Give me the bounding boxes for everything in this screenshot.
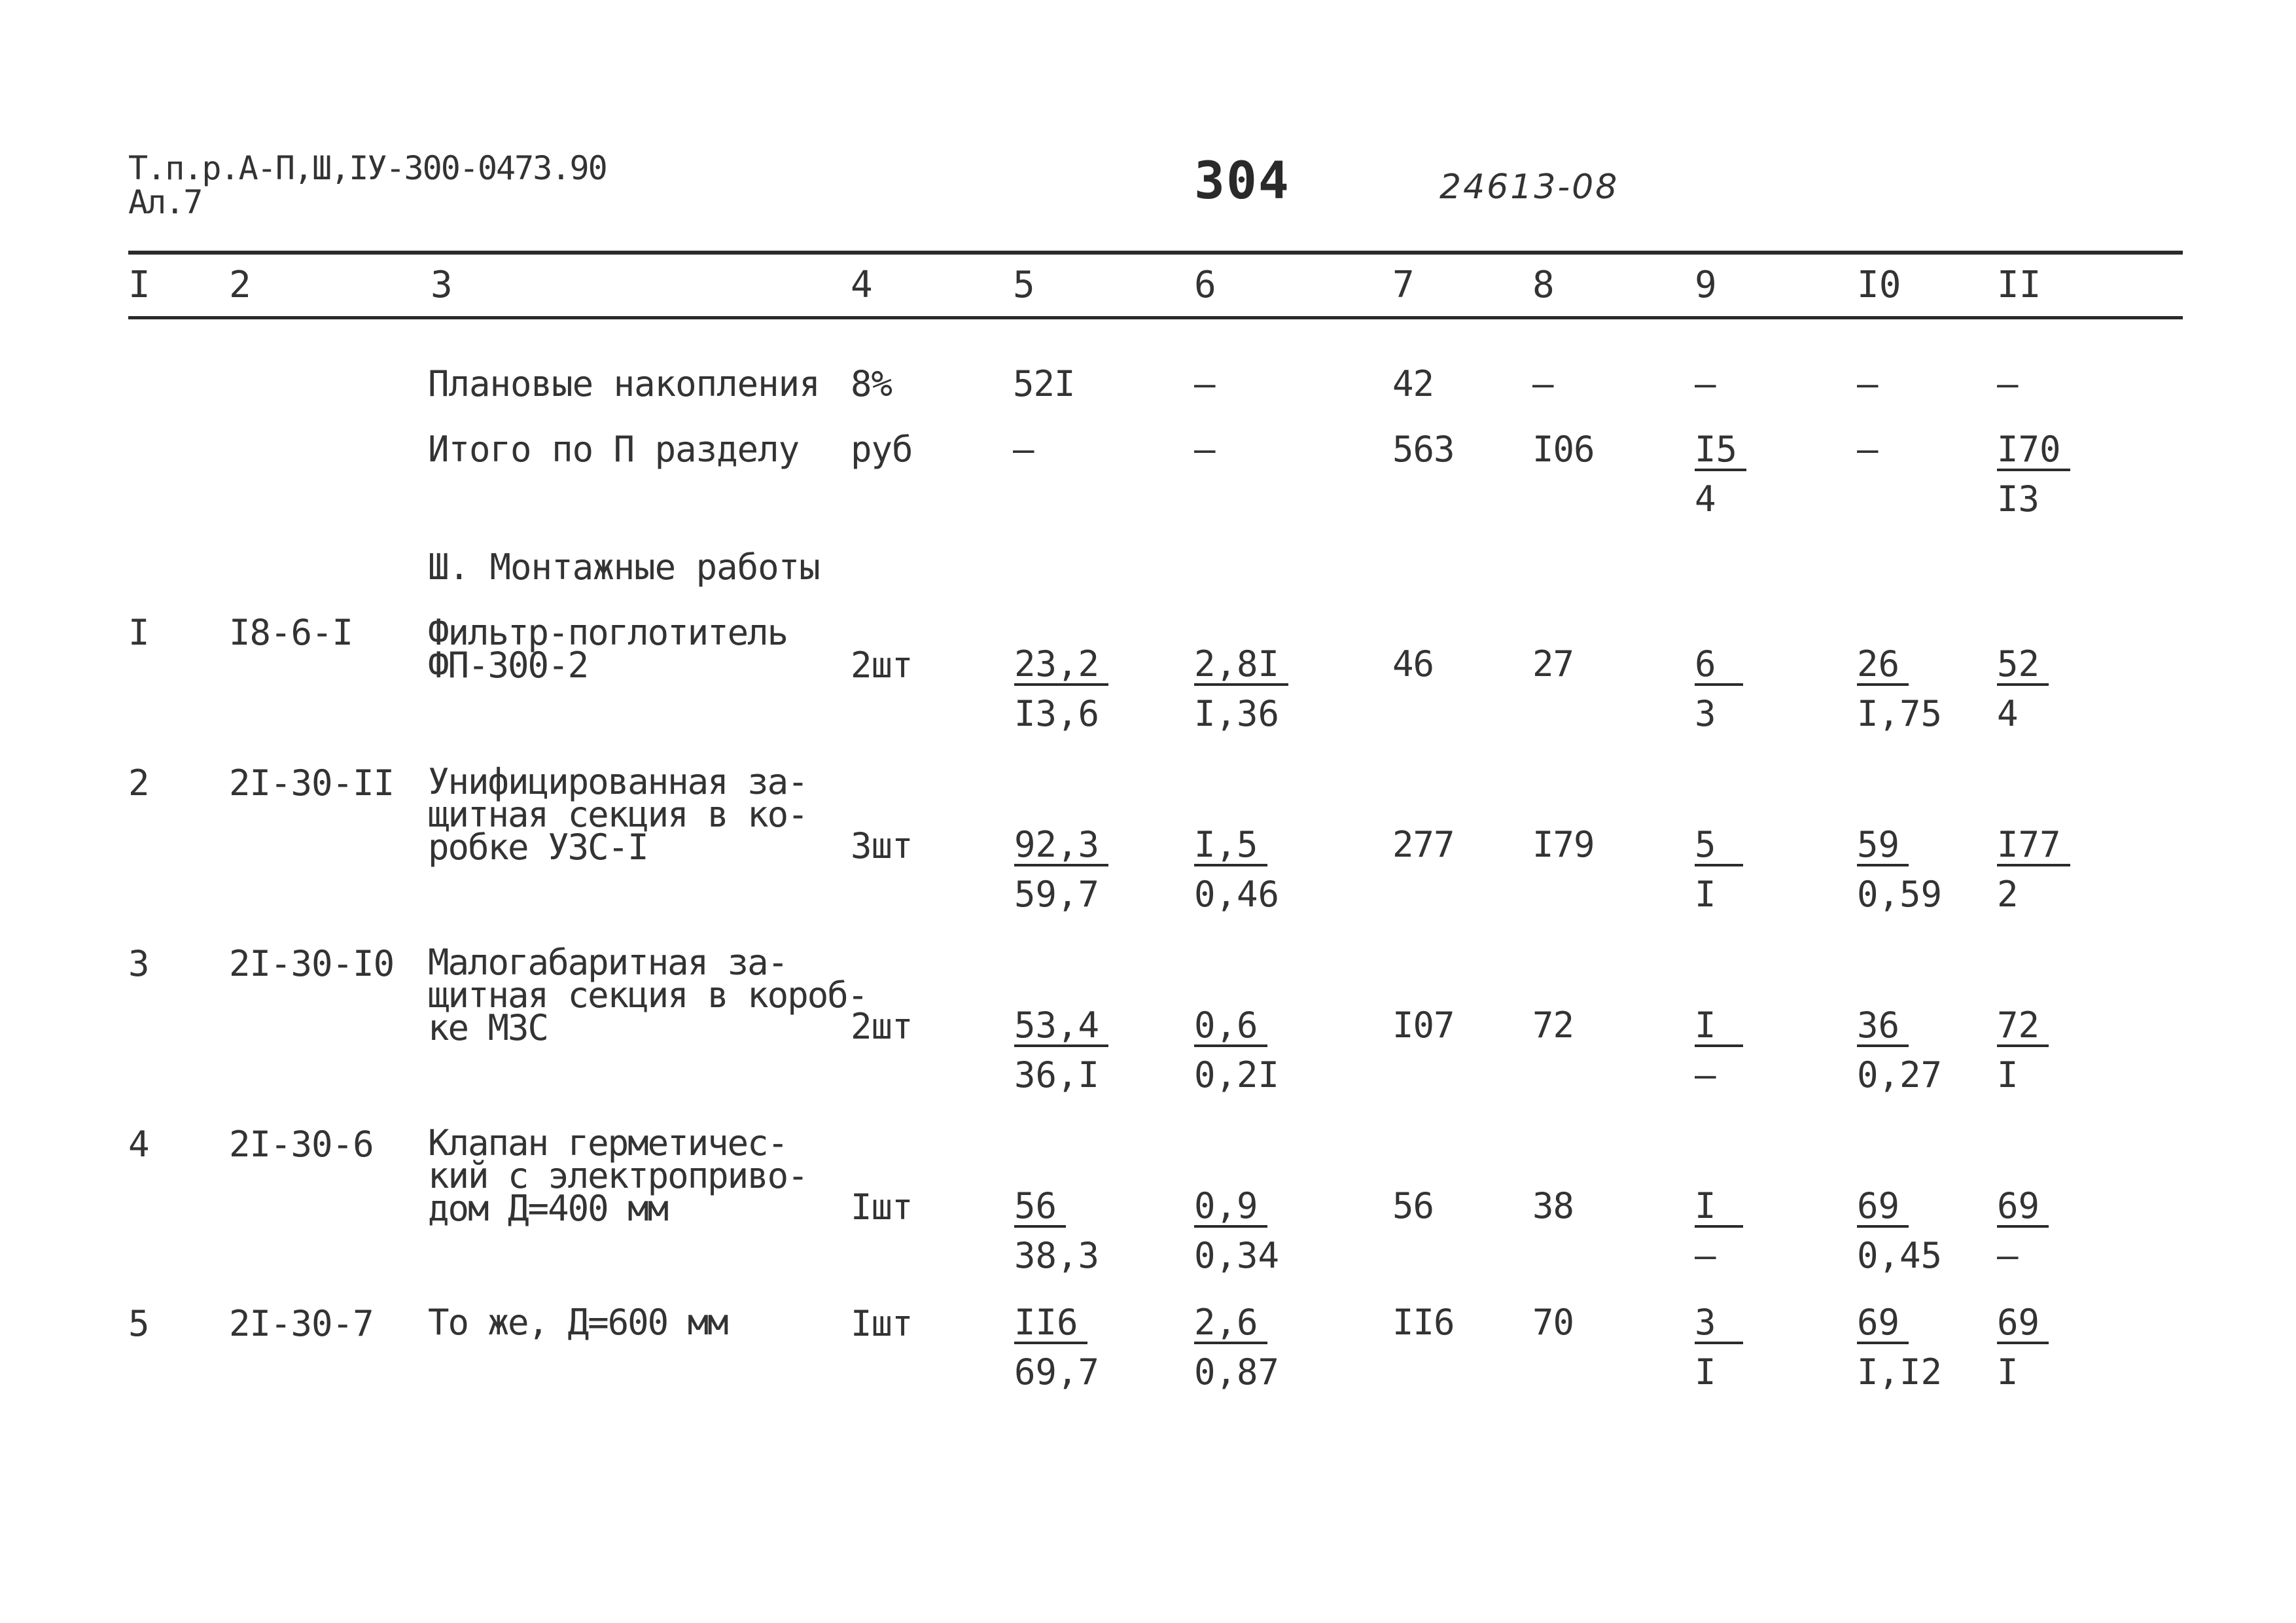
- fraction-numerator: 6: [1695, 647, 1743, 686]
- column-number: 8: [1532, 264, 1555, 306]
- row-name: Плановые накопления: [428, 363, 820, 404]
- column-number: 6: [1194, 264, 1216, 306]
- cell-col7: 277: [1392, 824, 1455, 865]
- album-label: Ал.7: [128, 183, 202, 221]
- fraction-col6: [1194, 643, 1288, 734]
- row-unit: 3шт: [851, 825, 913, 866]
- cell-col7: 46: [1392, 643, 1434, 685]
- cell-col5: –: [1013, 429, 1034, 470]
- description-line: щитная секция в короб-: [428, 974, 868, 1016]
- fraction-numerator: 92,3: [1014, 827, 1108, 866]
- fraction-numerator: I70: [1997, 432, 2070, 471]
- column-number: 5: [1013, 264, 1035, 306]
- fraction-col5: [1014, 1005, 1108, 1096]
- column-number: 2: [229, 264, 251, 306]
- fraction-denominator: I3: [1997, 478, 2040, 520]
- fraction-numerator: 56: [1014, 1188, 1066, 1228]
- row-number: 4: [128, 1124, 149, 1165]
- cell-col11: –: [1997, 363, 2018, 404]
- row-number: 2: [128, 762, 149, 804]
- row-description: [428, 761, 807, 868]
- fraction-numerator: 53,4: [1014, 1008, 1108, 1047]
- fraction-col11: [1997, 429, 2070, 520]
- fraction-col10: [1857, 824, 1943, 915]
- cell-col8: 72: [1532, 1005, 1574, 1046]
- table-top-rule: [128, 251, 2183, 255]
- description-line: дом Д=400 мм: [428, 1188, 668, 1229]
- fraction-numerator: 36: [1857, 1008, 1909, 1047]
- fraction-denominator: 0,27: [1857, 1054, 1943, 1096]
- fraction-col9: [1695, 1005, 1743, 1096]
- row-code: 2I-30-I0: [229, 943, 395, 984]
- row-number: I: [128, 612, 149, 653]
- row-code: 2I-30-6: [229, 1124, 374, 1165]
- fraction-numerator: 0,6: [1194, 1008, 1267, 1047]
- row-unit: Iшт: [851, 1186, 913, 1228]
- cell-col8: I79: [1532, 824, 1595, 865]
- cell-col8: 38: [1532, 1185, 1574, 1226]
- fraction-col11: [1997, 1302, 2049, 1393]
- fraction-col5: [1014, 643, 1108, 734]
- description-line: кий с электроприво-: [428, 1155, 807, 1196]
- fraction-numerator: I: [1695, 1188, 1743, 1228]
- row-code: 2I-30-II: [229, 762, 395, 804]
- description-line: робке УЗС-I: [428, 827, 648, 868]
- cell-col8: I06: [1532, 429, 1595, 470]
- fraction-col9: [1695, 429, 1746, 520]
- fraction-numerator: 0,9: [1194, 1188, 1267, 1228]
- fraction-denominator: 69,7: [1014, 1351, 1100, 1393]
- column-number: 7: [1392, 264, 1415, 306]
- row-description: [428, 1302, 728, 1343]
- row-code: I8-6-I: [229, 612, 353, 653]
- row-description: [428, 942, 868, 1048]
- section-title: Ш. Монтажные работы: [428, 546, 820, 588]
- fraction-col10: [1857, 643, 1943, 734]
- fraction-denominator: 0,46: [1194, 874, 1280, 915]
- fraction-col6: [1194, 1005, 1280, 1096]
- fraction-numerator: I,5: [1194, 827, 1267, 866]
- fraction-denominator: I: [1695, 1351, 1716, 1393]
- fraction-denominator: 59,7: [1014, 874, 1100, 915]
- column-number: I0: [1857, 264, 1901, 306]
- fraction-col6: [1194, 1302, 1280, 1393]
- fraction-numerator: 72: [1997, 1008, 2049, 1047]
- column-number: I: [128, 264, 150, 306]
- description-line: Малогабаритная за-: [428, 942, 788, 983]
- description-line: Фильтр-поглотитель: [428, 612, 788, 653]
- fraction-numerator: 26: [1857, 647, 1909, 686]
- fraction-col10: [1857, 1005, 1943, 1096]
- fraction-numerator: 69: [1997, 1305, 2049, 1344]
- fraction-numerator: 2,8I: [1194, 647, 1288, 686]
- description-line: Унифицированная за-: [428, 761, 807, 802]
- fraction-denominator: 0,87: [1194, 1351, 1280, 1393]
- description-line: Клапан герметичес-: [428, 1122, 788, 1164]
- fraction-numerator: 59: [1857, 827, 1909, 866]
- cell-col7: II6: [1392, 1302, 1455, 1343]
- fraction-numerator: 69: [1997, 1188, 2049, 1228]
- fraction-denominator: I,I2: [1857, 1351, 1943, 1393]
- fraction-denominator: 0,2I: [1194, 1054, 1280, 1096]
- fraction-numerator: I: [1695, 1008, 1743, 1047]
- fraction-denominator: 0,34: [1194, 1235, 1280, 1276]
- doc-code: Т.п.р.А-П,Ш,IУ-300-0473.90: [128, 149, 607, 187]
- cell-col7: I07: [1392, 1005, 1455, 1046]
- fraction-numerator: I77: [1997, 827, 2070, 866]
- fraction-denominator: 4: [1997, 693, 2019, 734]
- fraction-denominator: –: [1997, 1235, 2019, 1276]
- fraction-denominator: 0,45: [1857, 1235, 1943, 1276]
- column-number: 9: [1695, 264, 1717, 306]
- cell-col7: 56: [1392, 1185, 1434, 1226]
- fraction-numerator: 2,6: [1194, 1305, 1267, 1344]
- fraction-numerator: 3: [1695, 1305, 1743, 1344]
- fraction-denominator: 4: [1695, 478, 1716, 520]
- row-description: [428, 1122, 807, 1229]
- fraction-col9: [1695, 824, 1743, 915]
- fraction-denominator: I: [1997, 1351, 2019, 1393]
- fraction-numerator: 23,2: [1014, 647, 1108, 686]
- column-number: II: [1997, 264, 2041, 306]
- fraction-col11: [1997, 643, 2049, 734]
- fraction-denominator: 3: [1695, 693, 1716, 734]
- fraction-denominator: 36,I: [1014, 1054, 1100, 1096]
- fraction-denominator: 0,59: [1857, 874, 1943, 915]
- description-line: То же, Д=600 мм: [428, 1302, 728, 1343]
- fraction-col9: [1695, 1185, 1743, 1276]
- fraction-denominator: –: [1695, 1054, 1716, 1096]
- fraction-denominator: I,36: [1194, 693, 1280, 734]
- fraction-numerator: 5: [1695, 827, 1743, 866]
- fraction-numerator: 52: [1997, 647, 2049, 686]
- column-number: 3: [431, 264, 453, 306]
- fraction-col5: [1014, 1302, 1100, 1393]
- fraction-denominator: 38,3: [1014, 1235, 1100, 1276]
- cell-col9: –: [1695, 363, 1716, 404]
- cell-col10: –: [1857, 429, 1878, 470]
- fraction-col11: [1997, 824, 2070, 915]
- row-unit: 2шт: [851, 1006, 913, 1047]
- fraction-denominator: I3,6: [1014, 693, 1100, 734]
- row-code: 2I-30-7: [229, 1303, 374, 1344]
- fraction-numerator: 69: [1857, 1305, 1909, 1344]
- description-line: ФП-300-2: [428, 645, 588, 686]
- row-unit: 8%: [851, 363, 892, 404]
- fraction-col11: [1997, 1005, 2049, 1096]
- row-unit: 2шт: [851, 645, 913, 686]
- cell-col7: 563: [1392, 429, 1455, 470]
- table-header-rule: [128, 316, 2183, 319]
- fraction-col5: [1014, 824, 1108, 915]
- fraction-col10: [1857, 1185, 1943, 1276]
- handwritten-code: 24613-08: [1439, 168, 1619, 207]
- fraction-col9: [1695, 643, 1743, 734]
- cell-col6: –: [1194, 429, 1215, 470]
- fraction-col5: [1014, 1185, 1100, 1276]
- row-unit: руб: [851, 429, 913, 470]
- fraction-denominator: –: [1695, 1235, 1716, 1276]
- cell-col6: –: [1194, 363, 1215, 404]
- column-number: 4: [851, 264, 873, 306]
- fraction-numerator: 69: [1857, 1188, 1909, 1228]
- cell-col8: 70: [1532, 1302, 1574, 1343]
- fraction-denominator: 2: [1997, 874, 2019, 915]
- row-number: 3: [128, 943, 149, 984]
- fraction-denominator: I: [1997, 1054, 2019, 1096]
- row-description: [428, 612, 788, 686]
- fraction-col9: [1695, 1302, 1743, 1393]
- description-line: щитная секция в ко-: [428, 794, 807, 835]
- fraction-numerator: I5: [1695, 432, 1746, 471]
- fraction-col10: [1857, 1302, 1943, 1393]
- row-name: Итого по П разделу: [428, 429, 800, 470]
- fraction-denominator: I,75: [1857, 693, 1943, 734]
- description-line: ке МЗС: [428, 1007, 548, 1048]
- cell-col8: –: [1532, 363, 1553, 404]
- row-number: 5: [128, 1303, 149, 1344]
- cell-col10: –: [1857, 363, 1878, 404]
- cell-col7: 42: [1392, 363, 1434, 404]
- row-unit: Iшт: [851, 1303, 913, 1344]
- fraction-denominator: I: [1695, 874, 1716, 915]
- fraction-col11: [1997, 1185, 2049, 1276]
- cell-col5: 52I: [1013, 363, 1075, 404]
- fraction-col6: [1194, 1185, 1280, 1276]
- fraction-numerator: II6: [1014, 1305, 1087, 1344]
- page-number: 304: [1194, 152, 1290, 211]
- fraction-col6: [1194, 824, 1280, 915]
- cell-col8: 27: [1532, 643, 1574, 685]
